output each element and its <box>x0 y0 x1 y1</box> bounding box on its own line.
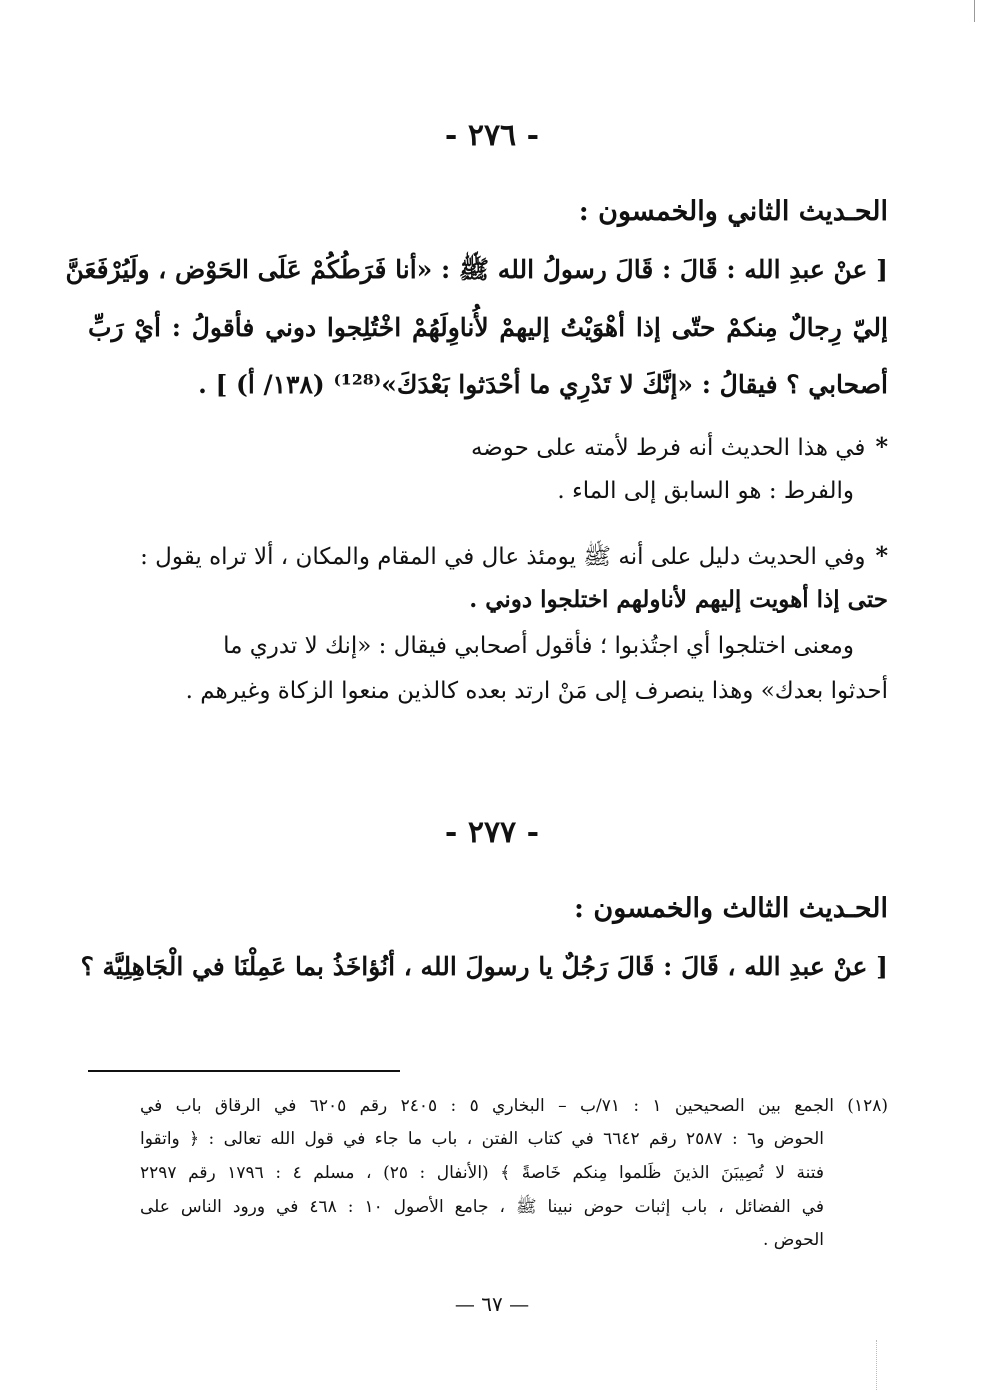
hadith-53-heading: الحـديث الثالث والخمسون : <box>574 893 888 924</box>
bullet-star-icon: * <box>875 541 888 570</box>
hadith-52-line-1: [ عنْ عبدِ الله : قَالَ : قَالَ رسولُ الله ﷺ : «أنا فَرَطُكُمْ عَلَى الحَوْض ، ولَيُرْفَعَنَّ <box>65 255 888 284</box>
commentary-text: في هذا الحديث أنه فرط لأمته على حوضه <box>470 435 866 461</box>
hadith-52-line-3: أصحابي ؟ فيقالُ : «إنَّكَ لا تَدْرِي ما أحْدَثوا بَعْدَكَ»⁽¹²⁸⁾ (١٣٨/ أ) ] . <box>198 370 888 399</box>
hadith-52-line-2: إليّ رِجالٌ مِنكمْ حتّى إذا أهْوَيْتُ إليهمْ لأُناوِلَهُمْ اخْتُلِجوا دوني فأقولُ : أيْ رَبِّ <box>88 313 888 342</box>
commentary-line-3 <box>96 541 888 576</box>
scan-edge-mark <box>974 0 975 22</box>
hadith-53-line-1: [ عنْ عبدِ الله ، قَالَ : قَالَ رَجُلٌ يا رسولَ الله ، أنُؤاخَذُ بما عَمِلْنَا في الْجَاهِلِيَّة ؟ <box>80 952 888 981</box>
page-number: — ٦٧ — <box>454 1292 530 1316</box>
commentary-line-6: أحدثوا بعدك» وهذا ينصرف إلى مَنْ ارتد بعده كالذين منعوا الزكاة وغيرهم . <box>185 678 888 704</box>
hadith-number-276: - ٢٧٦ - <box>444 118 540 153</box>
commentary-line-1 <box>96 432 888 461</box>
footnote-divider <box>88 1070 400 1072</box>
footnote-line-3: فتنة لا تُصِيبَنَ الذينَ ظَلموا مِنكم خَاصةً ﴾ (الأنفال : ٢٥) ، مسلم ٤ : ١٧٩٦ رقم ٢٢٩٧ <box>140 1163 824 1183</box>
commentary-line-4: حتى إذا أهويت إليهم لأناولهم اختلجوا دوني . <box>469 586 888 613</box>
commentary-line-2: والفرط : هو السابق إلى الماء . <box>557 478 854 504</box>
footnote-line-4: في الفضائل ، باب إثبات حوض نبينا ﷺ ، جامع الأصول ١٠ : ٤٦٨ في ورود الناس على <box>140 1197 824 1217</box>
hadith-52-heading: الحـديث الثاني والخمسون : <box>578 196 888 227</box>
footnote-line-1: (١٢٨) الجمع بين الصحيحين ١ : ٧١/ب – البخاري ٥ : ٢٤٠٥ رقم ٦٢٠٥ في الرقاق باب في <box>140 1096 888 1116</box>
footnote-line-2: الحوض و٦ : ٢٥٨٧ رقم ٦٦٤٢ في كتاب الفتن ، باب ما جاء في قول الله تعالى : ﴿ واتقوا <box>140 1129 825 1149</box>
footnote-line-5: الحوض . <box>762 1230 824 1250</box>
scan-edge-mark-bottom <box>876 1340 878 1390</box>
commentary-text: وفي الحديث دليل على أنه ﷺ يومئذ عال في المقام والمكان ، ألا تراه يقول : <box>140 544 866 570</box>
hadith-number-277: - ٢٧٧ - <box>444 815 540 850</box>
bullet-star-icon: * <box>875 432 888 461</box>
commentary-line-5: ومعنى اختلجوا أي اجتُذبوا ؛ فأقول أصحابي فيقال : «إنك لا تدري ما <box>223 633 854 659</box>
